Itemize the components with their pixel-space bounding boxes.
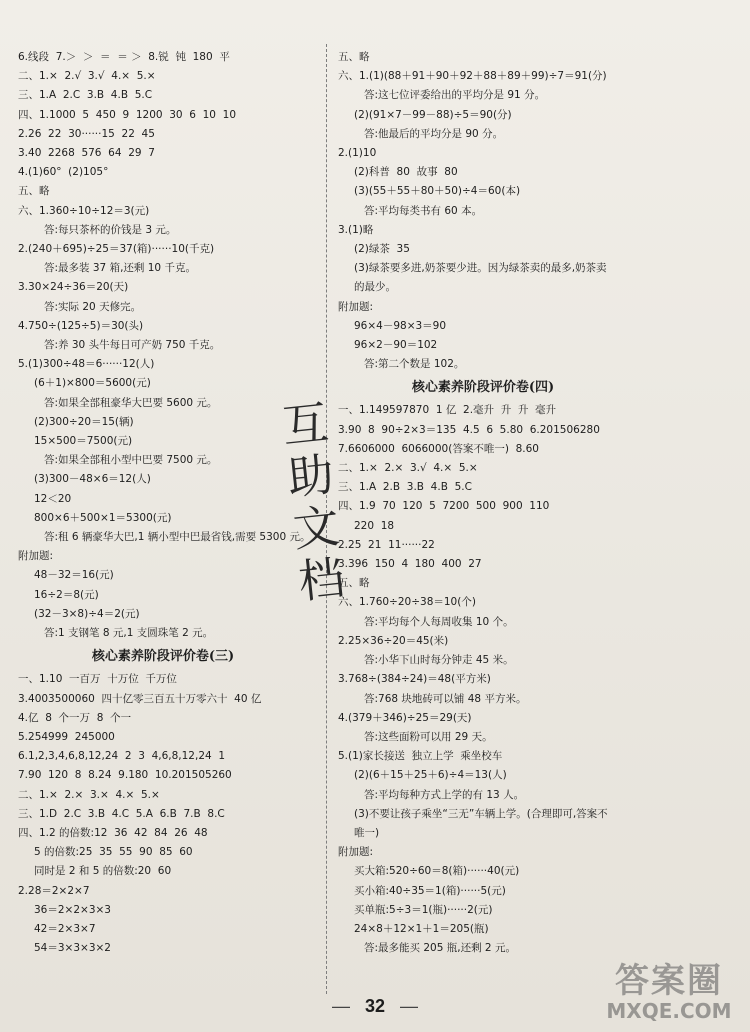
answer-line: 4.(1)60° (2)105° — [18, 166, 109, 179]
answer-line: 唯一) — [354, 826, 380, 839]
answer-line: (3)绿茶要多进,奶茶要少进。因为绿茶卖的最多,奶茶卖 — [354, 262, 607, 275]
answer-line: 2.(240＋695)÷25＝37(箱)······10(千克) — [18, 243, 215, 256]
answer-line: 六、1.360÷10÷12＝3(元) — [18, 204, 150, 217]
answer-line: 三、1.A 2.B 3.B 4.B 5.C — [338, 481, 472, 494]
handwritten-char: 助 — [285, 446, 337, 506]
answer-line: 2.25×36÷20＝45(米) — [338, 634, 449, 647]
answer-line: 54＝3×3×3×2 — [34, 942, 111, 955]
answer-line: 2.28＝2×2×7 — [18, 884, 90, 897]
answer-line: 答:最多装 37 箱,还剩 10 千克。 — [44, 262, 196, 275]
answer-line: 买单瓶:5÷3＝1(瓶)······2(元) — [354, 903, 493, 916]
answer-line: 4.750÷(125÷5)＝30(头) — [18, 319, 144, 332]
answer-line: 96×2－90＝102 — [354, 339, 438, 352]
answer-line: 附加题: — [338, 300, 374, 313]
watermark-logo-text: 答案圈 — [615, 961, 723, 1001]
answer-line: 附加题: — [18, 550, 54, 563]
answer-line: 的最少。 — [354, 281, 396, 294]
answer-line: 16÷2＝8(元) — [34, 588, 99, 601]
answer-line: 42＝2×3×7 — [34, 922, 96, 935]
answer-line: 二、1.× 2.× 3.√ 4.× 5.× — [338, 462, 478, 475]
site-watermark — [594, 962, 744, 1028]
answer-line: 答:平均每种方式上学的有 13 人。 — [364, 788, 525, 801]
answer-line: 6.线段 7.＞ ＞ ＝ ＝ ＞ 8.锐 钝 180 平 — [18, 51, 230, 63]
answer-line: 三、1.D 2.C 3.B 4.C 5.A 6.B 7.B 8.C — [18, 807, 225, 820]
answer-line: 一、1.149597870 1 亿 2.毫升 升 升 毫升 — [338, 404, 557, 417]
answer-line: (32－3×8)÷4＝2(元) — [34, 607, 140, 620]
answer-line: (3)(55＋55＋80＋50)÷4＝60(本) — [354, 185, 521, 198]
answer-line: 7.6606000 6066000(答案不唯一) 8.60 — [338, 442, 539, 455]
answer-line: 答:小华下山时每分钟走 45 米。 — [364, 654, 514, 667]
answer-line: 5 的倍数:25 35 55 90 85 60 — [34, 846, 193, 859]
answer-line: 答:租 6 辆豪华大巴,1 辆小型中巴最省钱,需要 5300 元。 — [44, 531, 311, 544]
answer-line: 2.(1)10 — [338, 147, 377, 160]
answer-line: 3.30×24÷36＝20(天) — [18, 281, 129, 294]
answer-line: 同时是 2 和 5 的倍数:20 60 — [34, 865, 172, 878]
answer-line: 答:平均每个人每周收集 10 个。 — [364, 615, 514, 628]
section-heading: 核心素养阶段评价卷(四) — [411, 380, 555, 396]
answer-line: 96×4－98×3＝90 — [354, 319, 447, 332]
answer-line: 五、略 — [338, 577, 370, 590]
answer-line: 买小箱:40÷35＝1(箱)······5(元) — [354, 884, 506, 897]
answer-line: 二、1.× 2.√ 3.√ 4.× 5.× — [18, 70, 156, 83]
answer-line: (2)(91×7－99－88)÷5＝90(分) — [354, 108, 512, 121]
answer-line: 四、1.1000 5 450 9 1200 30 6 10 10 — [18, 108, 237, 121]
page-dash-right: — — [400, 996, 419, 1016]
answer-line: 24×8＋12×1＋1＝205(瓶) — [354, 922, 489, 935]
section-heading: 核心素养阶段评价卷(三) — [91, 649, 235, 665]
answer-line: 答:这些面粉可以用 29 天。 — [364, 730, 493, 743]
answer-line: 7.90 120 8 8.24 9.180 10.201505260 — [18, 769, 232, 782]
answer-line: 答:平均每类书有 60 本。 — [364, 204, 483, 217]
answer-line: 三、1.A 2.C 3.B 4.B 5.C — [18, 89, 153, 102]
answer-line: 3.90 8 90÷2×3＝135 4.5 6 5.80 6.201506280 — [338, 423, 600, 436]
answer-line: 答:每只茶杯的价钱是 3 元。 — [44, 223, 177, 236]
answer-line: 48－32＝16(元) — [34, 569, 114, 582]
answer-line: 答:如果全部租豪华大巴要 5600 元。 — [44, 396, 218, 409]
answer-line: 36＝2×2×3×3 — [34, 903, 111, 916]
answer-line: 二、1.× 2.× 3.× 4.× 5.× — [18, 788, 160, 801]
answer-line: 六、1.(1)(88＋91＋90＋92＋88＋89＋99)÷7＝91(分) — [338, 70, 607, 83]
answer-line: 附加题: — [338, 846, 374, 859]
answer-line: 3.(1)略 — [338, 223, 374, 236]
page-number: 32 — [364, 996, 386, 1016]
answer-line: 220 18 — [354, 519, 395, 532]
answer-line: 4.亿 8 个一万 8 个一 — [18, 711, 132, 724]
answer-line: 5.254999 245000 — [18, 730, 115, 743]
answer-line: 答:如果全部租小型中巴要 7500 元。 — [44, 454, 218, 467]
answer-line: 答:768 块地砖可以铺 48 平方米。 — [364, 692, 527, 705]
answer-line: 买大箱:520÷60＝8(箱)······40(元) — [354, 865, 520, 878]
answer-line: (6＋1)×800＝5600(元) — [34, 377, 151, 390]
answer-line: 答:养 30 头牛每日可产奶 750 千克。 — [44, 339, 221, 352]
answer-line: 六、1.760÷20÷38＝10(个) — [338, 596, 476, 609]
answer-line: 2.25 21 11······22 — [338, 538, 435, 551]
answer-line: 2.26 22 30······15 22 45 — [18, 127, 155, 140]
answer-line: 6.1,2,3,4,6,8,12,24 2 3 4,6,8,12,24 1 — [18, 750, 226, 763]
answer-line: 3.4003500060 四十亿零三百五十万零六十 40 亿 — [18, 692, 262, 705]
right-column — [338, 48, 638, 958]
answer-line: 四、1.9 70 120 5 7200 500 900 110 — [338, 500, 550, 513]
answer-line: (2)绿茶 35 — [354, 243, 410, 256]
answer-line: 3.768÷(384÷24)＝48(平方米) — [338, 673, 491, 686]
answer-line: 答:1 支钢笔 8 元,1 支圆珠笔 2 元。 — [44, 627, 214, 640]
answer-line: 5.(1)家长接送 独立上学 乘坐校车 — [338, 750, 503, 763]
handwritten-char: 档 — [295, 550, 348, 609]
watermark-url: MXQE.COM — [606, 999, 732, 1023]
answer-line: 800×6＋500×1＝5300(元) — [34, 511, 172, 524]
answer-line: (3)不要让孩子乘坐“三无”车辆上学。(合理即可,答案不 — [354, 807, 608, 820]
answer-line: 五、略 — [18, 185, 50, 198]
answer-line: (3)300－48×6＝12(人) — [34, 473, 151, 486]
page-dash-left: — — [331, 996, 350, 1016]
answer-line: 四、1.2 的倍数:12 36 42 84 26 48 — [18, 826, 208, 839]
answer-line: 一、1.10 一百万 十万位 千万位 — [18, 673, 177, 686]
handwritten-char: 互 — [279, 395, 332, 454]
answer-line: 12＜20 — [34, 492, 72, 505]
answer-line: 答:第二个数是 102。 — [364, 358, 465, 371]
answer-line: 5.(1)300÷48＝6······12(人) — [18, 358, 155, 371]
answer-line: 答:这七位评委给出的平均分是 91 分。 — [364, 89, 546, 102]
answer-line: 答:实际 20 天修完。 — [44, 300, 142, 313]
answer-line: 15×500＝7500(元) — [34, 435, 133, 448]
answer-line: 3.40 2268 576 64 29 7 — [18, 147, 155, 160]
answer-line: 4.(379＋346)÷25＝29(天) — [338, 711, 472, 724]
answer-line: (2)科普 80 故事 80 — [354, 166, 458, 179]
answer-line: (2)300÷20＝15(辆) — [34, 415, 134, 428]
answer-line: (2)(6＋15＋25＋6)÷4＝13(人) — [354, 769, 507, 782]
answer-line: 3.396 150 4 180 400 27 — [338, 558, 482, 571]
answer-line: 答:最多能买 205 瓶,还剩 2 元。 — [364, 942, 516, 955]
answer-line: 五、略 — [338, 51, 370, 63]
handwritten-char: 文 — [290, 498, 342, 558]
answer-line: 答:他最后的平均分是 90 分。 — [364, 127, 504, 140]
